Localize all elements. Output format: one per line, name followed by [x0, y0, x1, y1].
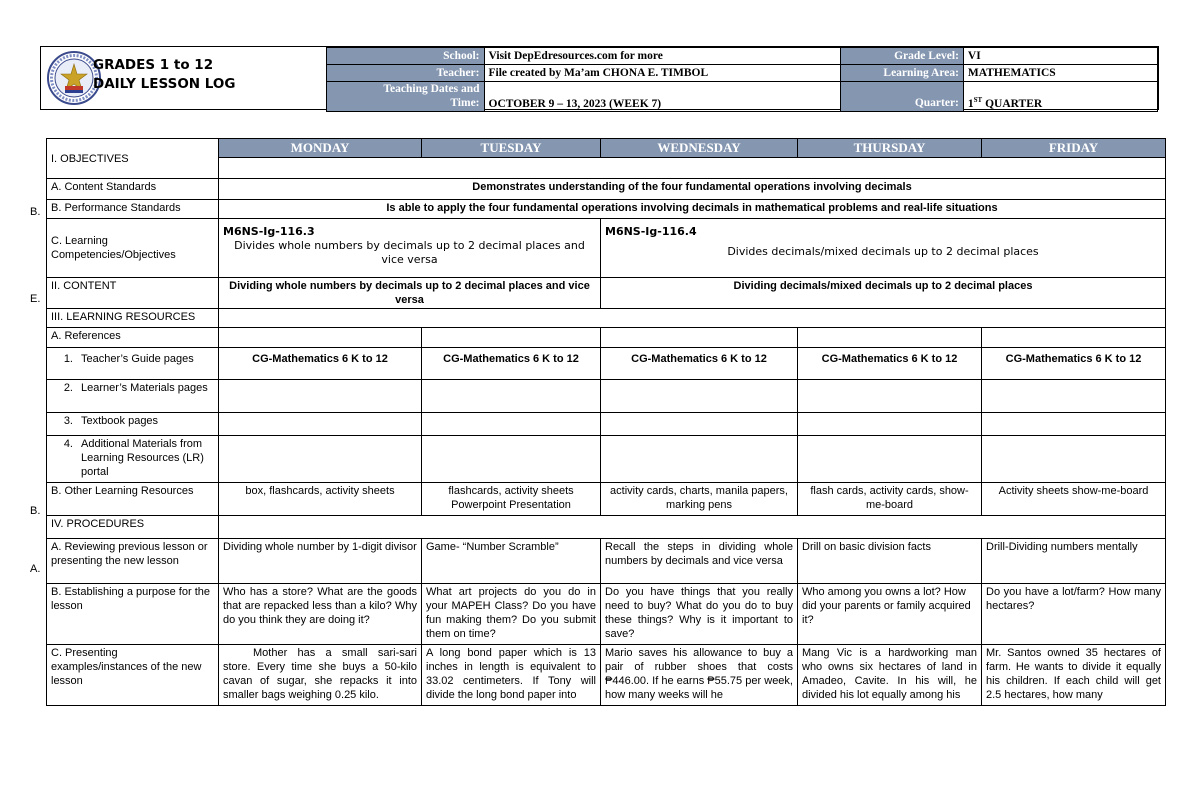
- am-cell-mon: [219, 436, 422, 483]
- day-header-wednesday: WEDNESDAY: [601, 139, 798, 158]
- review-value-fri: Drill-Dividing numbers mentally: [982, 539, 1166, 584]
- margin-mark-e: E.: [30, 293, 41, 305]
- margin-mark-b: B.: [30, 206, 41, 218]
- purpose-value-thu: Who among you owns a lot? How did your parents or family acquired it?: [798, 584, 982, 645]
- competency-b: [601, 219, 1166, 278]
- purpose-value-tue: What art projects do you do in your MAPEH Class? Do you have fun making them? Do you submit them on time?: [422, 584, 601, 645]
- learning-area-label: Learning Area:: [841, 65, 964, 82]
- other-resources-label: B. Other Learning Resources: [47, 483, 219, 516]
- teacher-label: Teacher:: [327, 65, 485, 82]
- references-row: [47, 328, 1166, 348]
- header-info-table: [326, 47, 1158, 112]
- olr-value-thu: flash cards, activity cards, show-me-board: [798, 483, 982, 516]
- content-a: Dividing whole numbers by decimals up to 2 decimal places and vice versa: [219, 278, 601, 309]
- tb-cell-mon: [219, 413, 422, 436]
- presenting-value-wed: Mario saves his allowance to buy a pair of rubber shoes that costs ₱446.00. If he earns ₱55.75 per week, how many weeks will he: [601, 645, 798, 706]
- presenting-value-tue: A long bond paper which is 13 inches in length is equivalent to 33.02 centimeters. If Tony will divide the long bond paper into: [422, 645, 601, 706]
- tb-text: Textbook pages: [81, 415, 159, 427]
- content-b: Dividing decimals/mixed decimals up to 2 decimal places: [601, 278, 1166, 309]
- resources-label: III. LEARNING RESOURCES: [47, 309, 219, 328]
- ref-cell-thu: [798, 328, 982, 348]
- review-row: [47, 539, 1166, 584]
- presenting-row: [47, 645, 1166, 706]
- lesson-log-header: [40, 46, 1159, 110]
- tb-cell-fri: [982, 413, 1166, 436]
- lm-cell-wed: [601, 380, 798, 413]
- review-value-tue: Game- “Number Scramble”: [422, 539, 601, 584]
- presenting-value-fri: Mr. Santos owned 35 hectares of farm. He wants to divide it equally his children. If each child will get 2.5 hectares, how many: [982, 645, 1166, 706]
- am-cell-fri: [982, 436, 1166, 483]
- ref-cell-wed: [601, 328, 798, 348]
- tb-cell-tue: [422, 413, 601, 436]
- content-standards-label: A. Content Standards: [47, 179, 219, 200]
- margin-mark-a: A.: [30, 563, 41, 575]
- purpose-row: [47, 584, 1166, 645]
- quarter-rest: QUARTER: [982, 98, 1043, 110]
- teaching-dates-label-2: Time:: [450, 97, 480, 109]
- tg-value-fri: CG-Mathematics 6 K to 12: [982, 348, 1166, 380]
- title-daily-lesson-log: DAILY LESSON LOG: [93, 76, 236, 92]
- tg-value-wed: CG-Mathematics 6 K to 12: [601, 348, 798, 380]
- quarter-sup: ST: [973, 96, 983, 105]
- am-cell-wed: [601, 436, 798, 483]
- other-resources-row: [47, 483, 1166, 516]
- quarter-num: 1: [967, 98, 974, 110]
- content-label: II. CONTENT: [47, 278, 219, 309]
- learners-materials-label: [47, 380, 219, 413]
- olr-value-fri: Activity sheets show-me-board: [982, 483, 1166, 516]
- review-value-thu: Drill on basic division facts: [798, 539, 982, 584]
- teaching-dates-value: OCTOBER 9 – 13, 2023 (WEEK 7): [484, 82, 841, 112]
- performance-standards-row: [47, 200, 1166, 219]
- tg-value-thu: CG-Mathematics 6 K to 12: [798, 348, 982, 380]
- competency-b-text: Divides decimals/mixed decimals up to 2 decimal places: [727, 245, 1039, 258]
- additional-materials-row: [47, 436, 1166, 483]
- presenting-value-mon: Mother has a small sari-sari store. Every time she buys a 50-kilo cavan of sugar, she repacks it into smaller bags weighing 0.25 kilo.: [219, 645, 422, 706]
- quarter-label: Quarter:: [841, 82, 964, 112]
- competencies-row: [47, 219, 1166, 278]
- tb-cell-thu: [798, 413, 982, 436]
- content-standards-row: [47, 179, 1166, 200]
- am-cell-tue: [422, 436, 601, 483]
- resources-spacer: [219, 309, 1166, 328]
- lm-cell-thu: [798, 380, 982, 413]
- teacher-value: File created by Ma’am CHONA E. TIMBOL: [484, 65, 841, 82]
- title-grades: GRADES 1 to 12: [93, 57, 214, 73]
- tg-value-tue: CG-Mathematics 6 K to 12: [422, 348, 601, 380]
- olr-value-mon: box, flashcards, activity sheets: [219, 483, 422, 516]
- am-text: Additional Materials from Learning Resources (LR) portal: [81, 438, 204, 478]
- lm-cell-mon: [219, 380, 422, 413]
- day-header-tuesday: TUESDAY: [422, 139, 601, 158]
- teaching-dates-label-1: Teaching Dates and: [383, 83, 480, 95]
- am-num: 4.: [63, 438, 73, 450]
- day-header-friday: FRIDAY: [982, 139, 1166, 158]
- am-cell-thu: [798, 436, 982, 483]
- procedures-row: [47, 516, 1166, 539]
- purpose-value-wed: Do you have things that you really need to buy? What do you do to buy these things? Why is it important to save?: [601, 584, 798, 645]
- textbook-label: [47, 413, 219, 436]
- school-value: Visit DepEdresources.com for more: [484, 48, 841, 65]
- lm-cell-tue: [422, 380, 601, 413]
- performance-standards-value: Is able to apply the four fundamental operations involving decimals in mathematical problems and real-life situations: [219, 200, 1166, 219]
- purpose-value-mon: Who has a store? What are the goods that are repacked less than a kilo? Why do you think they are doing it?: [219, 584, 422, 645]
- quarter-value: [963, 82, 1157, 112]
- tb-num: 3.: [63, 415, 73, 427]
- references-label: A. References: [47, 328, 219, 348]
- procedures-label: IV. PROCEDURES: [47, 516, 219, 539]
- presenting-value-thu: Mang Vic is a hardworking man who owns six hectares of land in Amadeo, Cavite. In his will, he divided his lot equally among his: [798, 645, 982, 706]
- purpose-value-fri: Do you have a lot/farm? How many hectares?: [982, 584, 1166, 645]
- tg-value-mon: CG-Mathematics 6 K to 12: [219, 348, 422, 380]
- competencies-label: C. Learning Competencies/Objectives: [47, 219, 219, 278]
- content-standards-value: Demonstrates understanding of the four fundamental operations involving decimals: [219, 179, 1166, 200]
- day-header-monday: MONDAY: [219, 139, 422, 158]
- teaching-dates-label: [327, 82, 485, 112]
- lm-num: 2.: [63, 382, 73, 394]
- daily-lesson-log-table: [46, 138, 1166, 706]
- tg-text: Teacher’s Guide pages: [81, 353, 194, 365]
- tg-num: 1.: [63, 353, 73, 365]
- review-label: A. Reviewing previous lesson or presenting the new lesson: [47, 539, 219, 584]
- olr-value-wed: activity cards, charts, manila papers, marking pens: [601, 483, 798, 516]
- resources-row: [47, 309, 1166, 328]
- log-title: [93, 56, 235, 94]
- procedures-spacer: [219, 516, 1166, 539]
- teachers-guide-label: [47, 348, 219, 380]
- grade-level-value: VI: [963, 48, 1157, 65]
- day-header-thursday: THURSDAY: [798, 139, 982, 158]
- performance-standards-label: B. Performance Standards: [47, 200, 219, 219]
- teachers-guide-row: [47, 348, 1166, 380]
- content-row: [47, 278, 1166, 309]
- margin-mark-b2: B.: [30, 505, 41, 517]
- olr-value-tue: flashcards, activity sheets Powerpoint Presentation: [422, 483, 601, 516]
- review-value-wed: Recall the steps in dividing whole numbers by decimals and vice versa: [601, 539, 798, 584]
- tb-cell-wed: [601, 413, 798, 436]
- ref-cell-tue: [422, 328, 601, 348]
- textbook-row: [47, 413, 1166, 436]
- purpose-label: B. Establishing a purpose for the lesson: [47, 584, 219, 645]
- additional-materials-label: [47, 436, 219, 483]
- school-label: School:: [327, 48, 485, 65]
- days-header-row: [47, 139, 1166, 158]
- review-value-mon: Dividing whole number by 1-digit divisor: [219, 539, 422, 584]
- grade-level-label: Grade Level:: [841, 48, 964, 65]
- competency-a-text: Divides whole numbers by decimals up to 2 decimal places and vice versa: [234, 239, 585, 266]
- competency-a-code: M6NS-Ig-116.3: [223, 225, 315, 238]
- ref-cell-fri: [982, 328, 1166, 348]
- objectives-spacer: [219, 158, 1166, 179]
- learners-materials-row: [47, 380, 1166, 413]
- lm-text: Learner’s Materials pages: [81, 382, 208, 394]
- competency-b-code: M6NS-Ig-116.4: [605, 225, 697, 238]
- objectives-label: I. OBJECTIVES: [47, 139, 219, 179]
- logo-area: [41, 47, 326, 109]
- competency-a: [219, 219, 601, 278]
- presenting-label: C. Presenting examples/instances of the new lesson: [47, 645, 219, 706]
- learning-area-value: MATHEMATICS: [963, 65, 1157, 82]
- lm-cell-fri: [982, 380, 1166, 413]
- ref-cell-mon: [219, 328, 422, 348]
